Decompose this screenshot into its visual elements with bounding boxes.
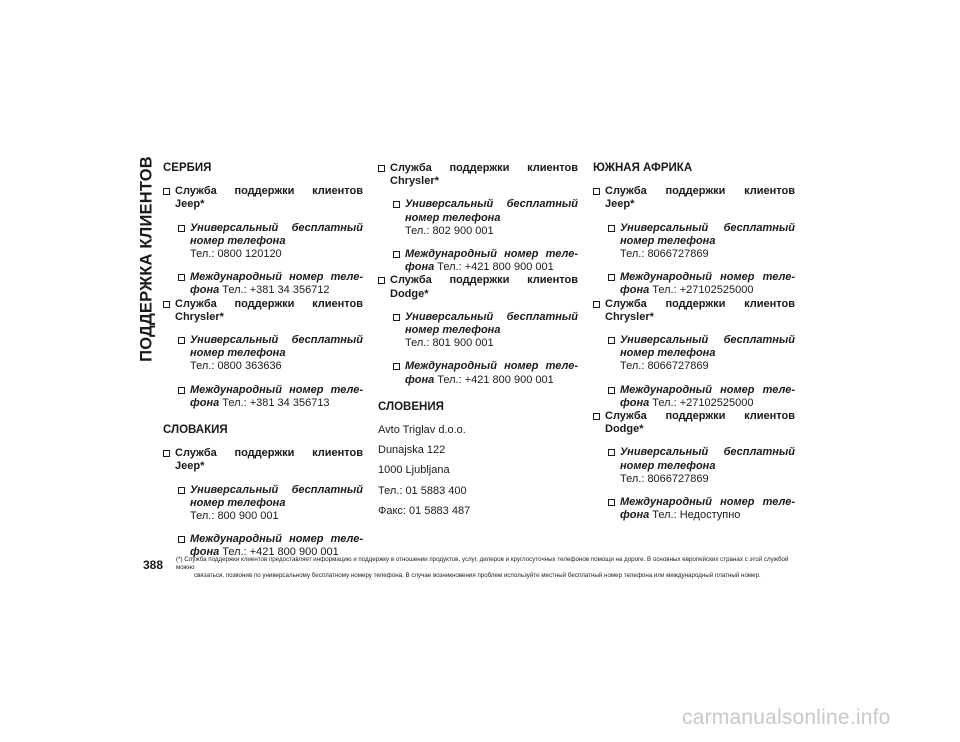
square-bullet-icon [163,450,170,457]
intl-number-value: Тел.: +421 800 900 001 [437,373,554,386]
free-number-item [393,198,578,238]
free-number-label: Универсальный бесплатный номер телефона [190,483,363,509]
intl-number-label: Международный номер теле-фона [190,271,363,297]
square-bullet-icon [593,188,600,195]
intl-number-item [393,360,578,386]
free-number-item [608,222,795,262]
intl-number-value: Тел.: Недоступно [652,509,741,522]
footnote-line-1: (*) Служба поддержки клиентов предоставляет информацию и поддержку в отношении продуктов, услуг, дилеров и круглосуточных телефонов помощи на дороге. В основных европейских странах с этой службой можно [176,556,789,571]
column-1 [163,162,363,560]
footnote [176,556,796,580]
square-bullet-icon [178,487,185,494]
free-number-value: Тел.: 800 900 001 [190,510,279,523]
service-title: Служба поддержки клиентов Chrysler* [605,297,795,323]
free-number-item [178,484,363,524]
page-number: 388 [143,558,164,572]
square-bullet-icon [393,251,400,258]
service-slovakia-chrysler [378,162,578,188]
free-number-item [178,334,363,374]
side-title-text: ПОДДЕРЖКА КЛИЕНТОВ [137,156,156,362]
country-heading-south-africa: ЮЖНАЯ АФРИКА [593,162,693,174]
column-3 [593,162,795,522]
service-sa-chrysler [593,298,795,324]
free-number-label: Универсальный бесплатный номер телефона [190,334,363,360]
intl-number-label: Международный номер теле-фона [405,360,578,386]
free-number-value: Тел.: 801 900 001 [405,337,494,350]
free-number-item [178,222,363,262]
free-number-label: Универсальный бесплатный номер телефона [620,446,795,472]
service-title: Служба поддержки клиентов Jeep* [175,185,363,211]
free-number-value: Тел.: 802 900 001 [405,224,494,237]
free-number-label: Универсальный бесплатный номер телефона [405,310,578,337]
intl-number-item [608,384,795,410]
service-slovakia-jeep [163,447,363,473]
intl-number-value: Тел.: +27102525000 [652,284,754,297]
country-heading-slovakia: СЛОВАКИЯ [163,424,228,437]
intl-number-label: Международный номер теле-фона [190,383,363,409]
intl-number-item [608,271,795,297]
service-serbia-chrysler [163,298,363,324]
service-slovakia-dodge [378,274,578,300]
square-bullet-icon [608,449,615,456]
square-bullet-icon [163,301,170,308]
square-bullet-icon [393,363,400,370]
service-title: Служба поддержки клиентов Dodge* [605,410,795,436]
square-bullet-icon [178,387,185,394]
square-bullet-icon [608,225,615,232]
square-bullet-icon [608,274,615,281]
column-2 [378,162,578,525]
service-serbia-jeep [163,185,363,211]
free-number-value: Тел.: 8066727869 [620,472,709,485]
watermark: carmanualsonline.info [682,706,891,729]
square-bullet-icon [608,337,615,344]
phone-line: Тел.: 01 5883 400 [378,484,467,497]
address-line: Avto Triglav d.o.o. [378,424,466,437]
intl-number-label: Международный номер теле-фона [620,383,795,409]
service-title: Служба поддержки клиентов Jeep* [605,185,795,211]
square-bullet-icon [178,225,185,232]
free-number-label: Универсальный бесплатный номер телефона [620,334,795,360]
side-title [137,156,157,362]
service-title: Служба поддержки клиентов Jeep* [175,447,363,473]
intl-number-label: Международный номер теле-фона [620,496,795,522]
square-bullet-icon [393,201,400,208]
square-bullet-icon [593,413,600,420]
free-number-value: Тел.: 8066727869 [620,248,709,261]
free-number-value: Тел.: 8066727869 [620,360,709,373]
intl-number-item [178,384,363,410]
square-bullet-icon [393,314,400,321]
address-line: 1000 Ljubljana [378,464,450,477]
service-sa-jeep [593,185,795,211]
service-title: Служба поддержки клиентов Dodge* [390,274,578,300]
square-bullet-icon [378,277,385,284]
square-bullet-icon [378,165,385,172]
country-heading-serbia: СЕРБИЯ [163,162,212,174]
intl-number-value: Тел.: +381 34 356712 [222,284,330,297]
intl-number-item [608,496,795,522]
square-bullet-icon [178,536,185,543]
intl-number-label: Международный номер теле-фона [405,248,578,274]
square-bullet-icon [608,387,615,394]
intl-number-item [393,248,578,274]
free-number-label: Универсальный бесплатный номер телефона [405,198,578,224]
intl-number-value: Тел.: +421 800 900 001 [222,546,339,559]
service-title: Служба поддержки клиентов Chrysler* [390,162,578,188]
intl-number-value: Тел.: +381 34 356713 [222,396,330,409]
footnote-line-2: связаться, позвонив по универсальному бесплатному номеру телефона. В случае возникновения проблем используйте местный бесплатный номер телефона или международный платный номер. [194,572,761,579]
square-bullet-icon [593,301,600,308]
country-heading-slovenia: СЛОВЕНИЯ [378,400,444,413]
fax-line: Факс: 01 5883 487 [378,504,471,517]
square-bullet-icon [178,274,185,281]
free-number-label: Универсальный бесплатный номер телефона [620,221,795,247]
free-number-item [608,334,795,374]
intl-number-value: Тел.: +421 800 900 001 [437,261,554,274]
intl-number-value: Тел.: +27102525000 [652,396,754,409]
square-bullet-icon [178,337,185,344]
intl-number-item [178,271,363,297]
square-bullet-icon [163,188,170,195]
free-number-item [393,311,578,351]
service-sa-dodge [593,410,795,436]
free-number-label: Универсальный бесплатный номер телефона [190,221,363,247]
free-number-item [608,446,795,486]
intl-number-label: Международный номер теле-фона [620,271,795,297]
square-bullet-icon [608,499,615,506]
address-line: Dunajska 122 [378,444,446,457]
free-number-value: Тел.: 0800 120120 [190,248,282,261]
intl-number-label: Международный номер теле-фона [190,533,363,559]
free-number-value: Тел.: 0800 363636 [190,360,282,373]
service-title: Служба поддержки клиентов Chrysler* [175,297,363,323]
